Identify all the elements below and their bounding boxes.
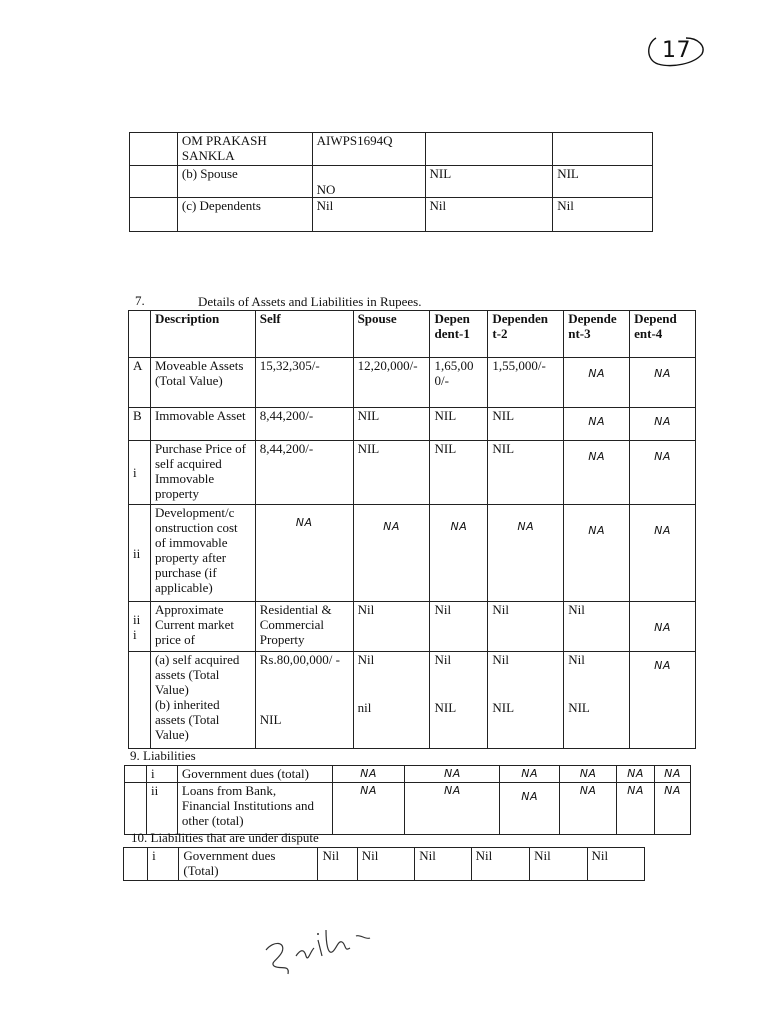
table-row: i Purchase Price of self acquired Immovable property 8,44,200/- NIL NIL NIL NA NA bbox=[129, 441, 696, 505]
disputed-liabilities-table bbox=[123, 847, 645, 881]
header-self: Self bbox=[255, 311, 353, 358]
section7-title: Details of Assets and Liabilities in Rupees. bbox=[198, 294, 422, 309]
table-row: ii Development/c onstruction cost of immovable property after purchase (if applicable) NA NA NA NA NA NA bbox=[129, 505, 696, 602]
name-cell: OM PRAKASH SANKLA bbox=[177, 133, 312, 166]
pan-cell: AIWPS1694Q bbox=[312, 133, 425, 166]
signature-icon bbox=[260, 900, 400, 990]
assets-table bbox=[128, 310, 696, 749]
table-header-row bbox=[129, 311, 696, 358]
page-number-text: 17 bbox=[662, 38, 691, 63]
header-description: Description bbox=[150, 311, 255, 358]
table-row bbox=[130, 133, 653, 166]
table-row: A Moveable Assets (Total Value) 15,32,305/- 12,20,000/- 1,65,00 0/- 1,55,000/- NA NA bbox=[129, 358, 696, 408]
page-number bbox=[642, 30, 706, 70]
table-row: i Government dues (total) NA NA NA NA NA NA bbox=[125, 766, 691, 783]
top-table bbox=[129, 132, 653, 232]
header-dependent-1: Depen dent-1 bbox=[430, 311, 488, 358]
table-row: (b) Spouse NO NIL NIL bbox=[130, 166, 653, 198]
table-row: (c) Dependents Nil Nil Nil bbox=[130, 198, 653, 232]
section7-number: 7. bbox=[135, 293, 145, 308]
table-row: ii i Approximate Current market price of Residential & Commercial Property Nil Nil Nil Nil NA bbox=[129, 602, 696, 652]
header-dependent-4: Depend ent-4 bbox=[630, 311, 696, 358]
section9-title: 9. Liabilities bbox=[130, 748, 196, 763]
section10-title: 10. Liabilities that are under dispute bbox=[131, 830, 319, 845]
liabilities-table bbox=[124, 765, 691, 835]
table-row: i Government dues (Total) Nil Nil Nil Nil Nil Nil bbox=[124, 848, 645, 881]
header-spouse: Spouse bbox=[353, 311, 430, 358]
table-row: ii Loans from Bank, Financial Institutions and other (total) NA NA NA NA NA NA bbox=[125, 783, 691, 835]
table-row: B Immovable Asset 8,44,200/- NIL NIL NIL NA NA bbox=[129, 408, 696, 441]
table-row: (a) self acquired assets (Total Value) (b) inherited assets (Total Value) Rs.80,00,000/ - NIL Nil nil Nil NIL Nil NIL Nil NIL NA bbox=[129, 652, 696, 749]
header-dependent-2: Dependen t-2 bbox=[488, 311, 564, 358]
header-dependent-3: Depende nt-3 bbox=[564, 311, 630, 358]
